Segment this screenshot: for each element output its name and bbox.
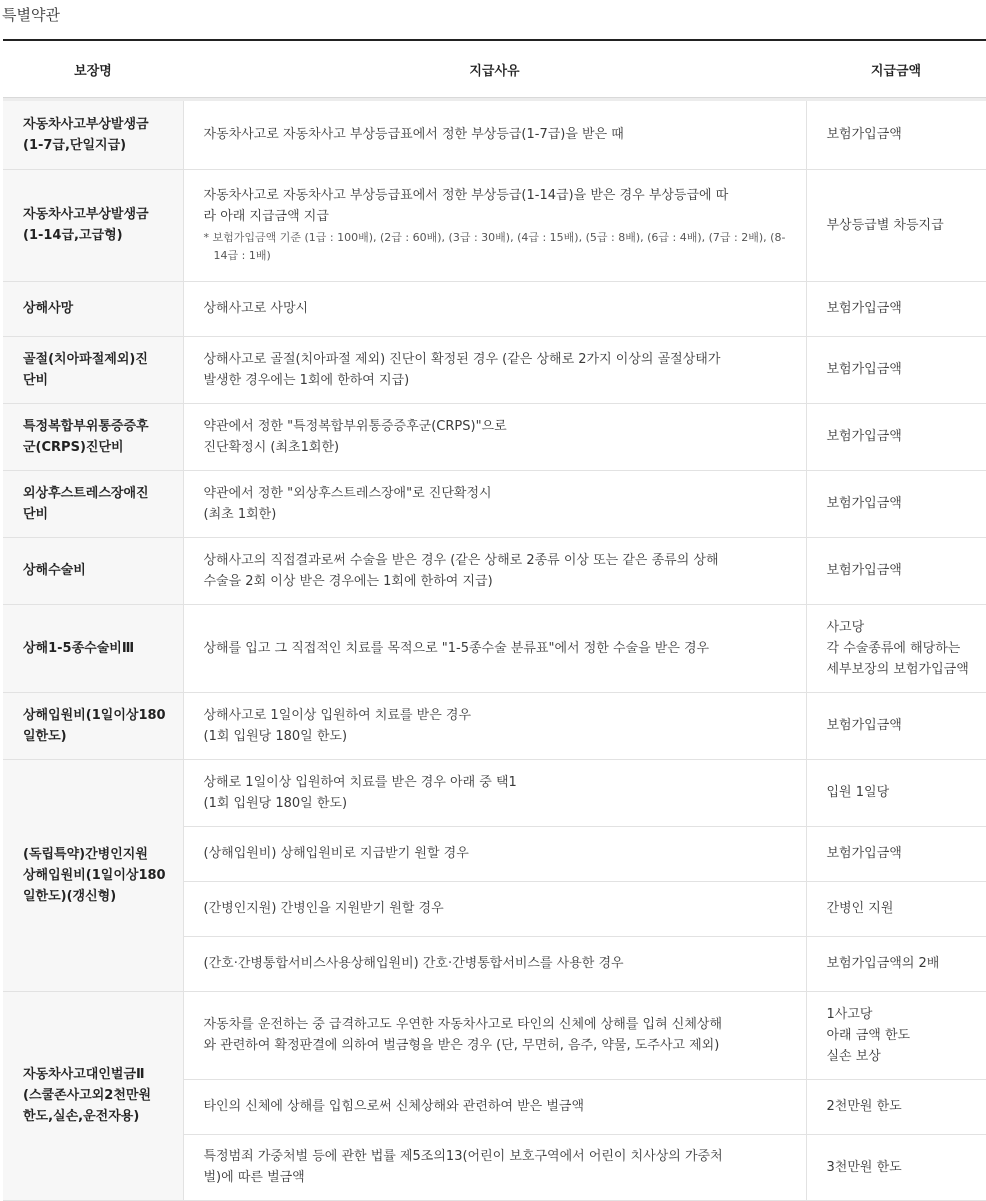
payment-amount-line: 보험가입금액 <box>826 563 902 578</box>
coverage-name-line: 일한도)(갱신형) <box>23 888 117 904</box>
payment-amount-cell <box>806 881 986 936</box>
payment-amount-cell <box>806 470 986 537</box>
coverage-name-line: 자동차사고대인벌금Ⅱ <box>23 1067 145 1082</box>
payment-reason-line: 수술을 2회 이상 받은 경우에는 1회에 한하여 지급) <box>203 573 493 589</box>
payment-amount-line: 실손 보상 <box>826 1048 881 1064</box>
payment-reason-cell <box>183 881 806 936</box>
payment-amount-line: 간병인 지원 <box>826 901 894 916</box>
coverage-name-cell <box>3 336 183 403</box>
payment-amount-cell <box>806 336 986 403</box>
coverage-name-cell <box>3 537 183 604</box>
table-row <box>3 101 986 169</box>
payment-reason-line: 약관에서 정한 "외상후스트레스장애"로 진단확정시 <box>203 485 492 501</box>
table-row <box>3 169 986 281</box>
special-terms-table <box>3 41 986 1201</box>
coverage-name-line: 골절(치아파절제외)진 <box>23 351 148 367</box>
payment-amount-line: 아래 금액 한도 <box>826 1027 911 1043</box>
coverage-name-line: 외상후스트레스장애진 <box>23 485 149 501</box>
coverage-name-line: 군(CRPS)진단비 <box>23 439 124 455</box>
payment-reason-line: 상해사고로 1일이상 입원하여 치료를 받은 경우 <box>203 707 472 723</box>
payment-amount-line: 보험가입금액 <box>826 846 902 861</box>
coverage-name-line: 한도,실손,운전자용) <box>23 1109 140 1124</box>
payment-amount-cell <box>806 1079 986 1134</box>
coverage-name-line: (독립특약)간병인지원 <box>23 846 148 862</box>
coverage-name-line: 상해입원비(1일이상180 <box>23 867 166 883</box>
payment-amount-line: 입원 1일당 <box>826 785 890 800</box>
coverage-name-cell <box>3 759 183 991</box>
payment-reason-cell <box>183 759 806 826</box>
payment-reason-line: 와 관련하여 확정판결에 의하여 벌금형을 받은 경우 (단, 무면허, 음주, 약물, 도주사고 제외) <box>203 1038 720 1053</box>
payment-reason-line: 상해로 1일이상 입원하여 치료를 받은 경우 아래 중 택1 <box>203 774 517 790</box>
payment-reason-line: 자동차사고로 자동차사고 부상등급표에서 정한 부상등급(1-14급)을 받은 경우 부상등급에 따 <box>203 188 729 203</box>
payment-amount-line: 보험가입금액 <box>826 429 902 444</box>
column-header-name: 보장명 <box>3 41 183 98</box>
payment-amount-line: 2천만원 한도 <box>826 1099 902 1114</box>
payment-amount-line: 보험가입금액 <box>826 362 902 377</box>
payment-amount-cell <box>806 101 986 169</box>
payment-amount-cell <box>806 991 986 1079</box>
payment-amount-cell <box>806 281 986 336</box>
payment-reason-note: * 보험가입금액 기준 (1급 : 100배), (2급 : 60배), (3급 : 30배), (4급 : 15배), (5급 : 8배), (6급 : 4배), (7급 : 2배), (8-14급 : 1배) <box>203 231 786 262</box>
payment-reason-line: (1회 입원당 180일 한도) <box>203 728 348 744</box>
payment-reason-line: 특정범죄 가중처벌 등에 관한 법률 제5조의13(어린이 보호구역에서 어린이 치사상의 가중처 <box>203 1149 723 1164</box>
payment-amount-cell <box>806 403 986 470</box>
payment-amount-cell <box>806 169 986 281</box>
coverage-name-cell <box>3 101 183 169</box>
payment-amount-cell <box>806 604 986 692</box>
coverage-name-line: 자동차사고부상발생금 <box>23 116 149 132</box>
payment-reason-cell <box>183 169 806 281</box>
coverage-name-cell <box>3 470 183 537</box>
coverage-name-cell <box>3 169 183 281</box>
coverage-name-cell <box>3 403 183 470</box>
payment-reason-line: 상해사고의 직접결과로써 수술을 받은 경우 (같은 상해로 2종류 이상 또는 같은 종류의 상해 <box>203 552 719 568</box>
payment-reason-line: 상해사고로 골절(치아파절 제외) 진단이 확정된 경우 (같은 상해로 2가지 이상의 골절상태가 <box>203 351 721 367</box>
payment-reason-cell <box>183 1079 806 1134</box>
table-row <box>3 604 986 692</box>
payment-reason-line: 자동차를 운전하는 중 급격하고도 우연한 자동차사고로 타인의 신체에 상해를 입혀 신체상해 <box>203 1017 723 1032</box>
payment-reason-line: (간병인지원) 간병인을 지원받기 원할 경우 <box>203 901 444 916</box>
table-row <box>3 991 986 1079</box>
column-header-reason: 지급사유 <box>183 41 806 98</box>
coverage-name-cell <box>3 692 183 759</box>
payment-reason-line: (상해입원비) 상해입원비로 지급받기 원할 경우 <box>203 846 469 861</box>
coverage-name-line: 상해사망 <box>23 301 74 316</box>
table-row <box>3 537 986 604</box>
coverage-name-line: 단비 <box>23 372 49 388</box>
payment-amount-line: 보험가입금액 <box>826 496 902 511</box>
payment-reason-cell <box>183 936 806 991</box>
payment-reason-line: 라 아래 지급금액 지급 <box>203 209 329 224</box>
table-row <box>3 759 986 826</box>
payment-reason-line: 약관에서 정한 "특정복합부위통증증후군(CRPS)"으로 <box>203 418 507 434</box>
coverage-name-cell <box>3 604 183 692</box>
payment-reason-cell <box>183 537 806 604</box>
payment-amount-cell <box>806 1134 986 1200</box>
table-row <box>3 403 986 470</box>
payment-reason-line: 진단확정시 (최초1회한) <box>203 439 340 455</box>
payment-reason-cell <box>183 336 806 403</box>
payment-reason-line: (최초 1회한) <box>203 506 277 522</box>
payment-amount-line: 보험가입금액 <box>826 127 902 143</box>
coverage-name-line: 상해수술비 <box>23 563 86 578</box>
payment-reason-line: (1회 입원당 180일 한도) <box>203 795 348 811</box>
coverage-name-line: 단비 <box>23 506 49 522</box>
table-row <box>3 470 986 537</box>
payment-amount-line: 세부보장의 보험가입금액 <box>826 661 969 677</box>
table-row <box>3 692 986 759</box>
payment-amount-line: 3천만원 한도 <box>826 1159 902 1175</box>
table-row <box>3 281 986 336</box>
coverage-name-cell <box>3 991 183 1200</box>
payment-amount-cell <box>806 936 986 991</box>
coverage-name-cell <box>3 281 183 336</box>
payment-reason-cell <box>183 1134 806 1200</box>
payment-reason-cell <box>183 101 806 169</box>
payment-amount-line: 사고당 <box>826 619 865 635</box>
coverage-name-line: 일한도) <box>23 728 67 744</box>
payment-reason-cell <box>183 604 806 692</box>
coverage-name-line: 상해1-5종수술비Ⅲ <box>23 640 135 656</box>
payment-reason-cell <box>183 991 806 1079</box>
coverage-name-line: (1-14급,고급형) <box>23 228 123 243</box>
payment-reason-line: 상해를 입고 그 직접적인 치료를 목적으로 "1-5종수술 분류표"에서 정한 수술을 받은 경우 <box>203 640 710 656</box>
column-header-amount: 지급금액 <box>806 41 986 98</box>
payment-reason-line: 자동차사고로 자동차사고 부상등급표에서 정한 부상등급(1-7급)을 받은 때 <box>203 127 624 143</box>
payment-amount-cell <box>806 826 986 881</box>
payment-reason-cell <box>183 403 806 470</box>
payment-amount-line: 보험가입금액 <box>826 301 902 316</box>
coverage-name-line: 상해입원비(1일이상180 <box>23 707 166 723</box>
payment-amount-line: 보험가입금액의 2배 <box>826 956 940 971</box>
payment-reason-line: (간호·간병통합서비스사용상해입원비) 간호·간병통합서비스를 사용한 경우 <box>203 956 624 971</box>
payment-amount-cell <box>806 692 986 759</box>
page-title: 특별약관 <box>2 6 60 24</box>
coverage-name-line: 특정복합부위통증증후 <box>23 418 149 434</box>
table-row <box>3 336 986 403</box>
payment-reason-cell <box>183 281 806 336</box>
payment-reason-line: 타인의 신체에 상해를 입힘으로써 신체상해와 관련하여 받은 벌금액 <box>203 1099 585 1114</box>
coverage-name-line: (1-7급,단일지급) <box>23 137 127 153</box>
payment-reason-line: 상해사고로 사망시 <box>203 301 309 316</box>
payment-reason-cell <box>183 826 806 881</box>
payment-amount-cell <box>806 537 986 604</box>
payment-amount-line: 부상등급별 차등지급 <box>826 217 944 233</box>
payment-reason-cell <box>183 692 806 759</box>
payment-amount-line: 보험가입금액 <box>826 718 902 733</box>
payment-reason-cell <box>183 470 806 537</box>
payment-amount-line: 각 수술종류에 해당하는 <box>826 640 961 656</box>
special-terms-table-container <box>3 39 986 1201</box>
payment-reason-line: 벌)에 따른 벌금액 <box>203 1170 305 1185</box>
coverage-name-line: (스쿨존사고외2천만원 <box>23 1088 152 1103</box>
table-header-row <box>3 41 986 98</box>
payment-amount-line: 1사고당 <box>826 1006 873 1022</box>
payment-amount-cell <box>806 759 986 826</box>
payment-reason-line: 발생한 경우에는 1회에 한하여 지급) <box>203 372 410 388</box>
coverage-name-line: 자동차사고부상발생금 <box>23 207 149 222</box>
